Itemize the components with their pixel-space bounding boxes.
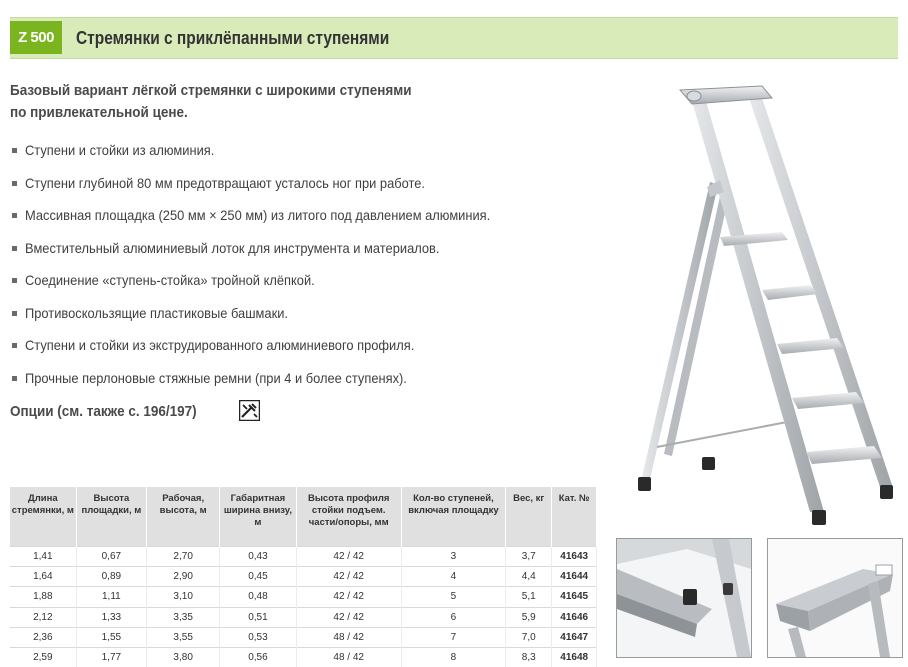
table-cell: 3,55	[147, 627, 220, 647]
table-row	[10, 607, 597, 627]
table-cell: 3	[401, 547, 505, 567]
table-cell: 2,90	[147, 567, 220, 587]
intro-text	[10, 80, 412, 124]
table-cell: 3,35	[147, 607, 220, 627]
table-cell: 1,41	[10, 547, 76, 567]
page-title: Стремянки с приклёпанными ступенями	[76, 28, 390, 48]
table-cell: 42 / 42	[296, 547, 401, 567]
table-cell: 5	[401, 587, 505, 607]
table-cell: 3,7	[506, 547, 552, 567]
catalog-number: 41647	[552, 627, 597, 647]
intro-line-1: Базовый вариант лёгкой стремянки с широкими ступенями	[10, 82, 412, 99]
column-header: Рабочая, высота, м	[147, 487, 220, 547]
table-cell: 5,9	[506, 607, 552, 627]
spec-table	[10, 487, 597, 667]
detail-photo-step	[616, 538, 752, 658]
table-cell: 1,11	[76, 587, 146, 607]
table-cell: 0,51	[220, 607, 296, 627]
catalog-number: 41644	[552, 567, 597, 587]
table-cell: 0,89	[76, 567, 146, 587]
model-badge: Z 500	[10, 21, 62, 54]
table-cell: 1,64	[10, 567, 76, 587]
table-cell: 4	[401, 567, 505, 587]
table-cell: 2,70	[147, 547, 220, 567]
column-header: Высота профиля стойки подъем. части/опоры, мм	[296, 487, 401, 547]
table-cell: 3,80	[147, 647, 220, 667]
intro-line-2: по привлекательной цене.	[10, 104, 188, 121]
table-cell: 1,88	[10, 587, 76, 607]
table-cell: 0,67	[76, 547, 146, 567]
table-cell: 4,4	[506, 567, 552, 587]
catalog-number: 41643	[552, 547, 597, 567]
bullet-icon	[12, 213, 17, 218]
table-cell: 7,0	[506, 627, 552, 647]
table-cell: 48 / 42	[296, 627, 401, 647]
table-cell: 5,1	[506, 587, 552, 607]
table-cell: 6	[401, 607, 505, 627]
catalog-number: 41645	[552, 587, 597, 607]
bullet-icon	[12, 343, 17, 348]
column-header: Кол-во ступеней, включая площадку	[401, 487, 505, 547]
table-cell: 42 / 42	[296, 567, 401, 587]
table-row	[10, 627, 597, 647]
table-cell: 0,53	[220, 627, 296, 647]
table-cell: 1,55	[76, 627, 146, 647]
bullet-icon	[12, 181, 17, 186]
tool-option-icon[interactable]	[239, 400, 260, 421]
table-cell: 0,48	[220, 587, 296, 607]
table-cell: 48 / 42	[296, 647, 401, 667]
column-header: Габаритная ширина внизу, м	[220, 487, 296, 547]
table-row	[10, 547, 597, 567]
table-cell: 42 / 42	[296, 607, 401, 627]
table-cell: 8	[401, 647, 505, 667]
table-cell: 0,45	[220, 567, 296, 587]
table-row	[10, 587, 597, 607]
table-row	[10, 567, 597, 587]
bullet-icon	[12, 246, 17, 251]
table-cell: 0,56	[220, 647, 296, 667]
table-cell: 7	[401, 627, 505, 647]
table-header-row	[10, 487, 597, 547]
table-cell: 2,12	[10, 607, 76, 627]
catalog-number: 41648	[552, 647, 597, 667]
bullet-icon	[12, 148, 17, 153]
bullet-icon	[12, 376, 17, 381]
column-header: Длина стремянки, м	[10, 487, 76, 547]
column-header: Вес, кг	[506, 487, 552, 547]
options-heading: Опции (см. также с. 196/197)	[10, 403, 197, 420]
ladder-photo	[612, 72, 897, 530]
table-cell: 0,43	[220, 547, 296, 567]
table-cell: 2,59	[10, 647, 76, 667]
catalog-number: 41646	[552, 607, 597, 627]
detail-photo-tray	[767, 538, 903, 658]
table-cell: 2,36	[10, 627, 76, 647]
column-header: Кат. №	[552, 487, 597, 547]
section-header	[10, 17, 898, 59]
bullet-icon	[12, 278, 17, 283]
table-cell: 42 / 42	[296, 587, 401, 607]
table-cell: 3,10	[147, 587, 220, 607]
bullet-icon	[12, 311, 17, 316]
column-header: Высота площадки, м	[76, 487, 146, 547]
table-cell: 1,33	[76, 607, 146, 627]
table-cell: 8,3	[506, 647, 552, 667]
table-row	[10, 647, 597, 667]
table-cell: 1,77	[76, 647, 146, 667]
